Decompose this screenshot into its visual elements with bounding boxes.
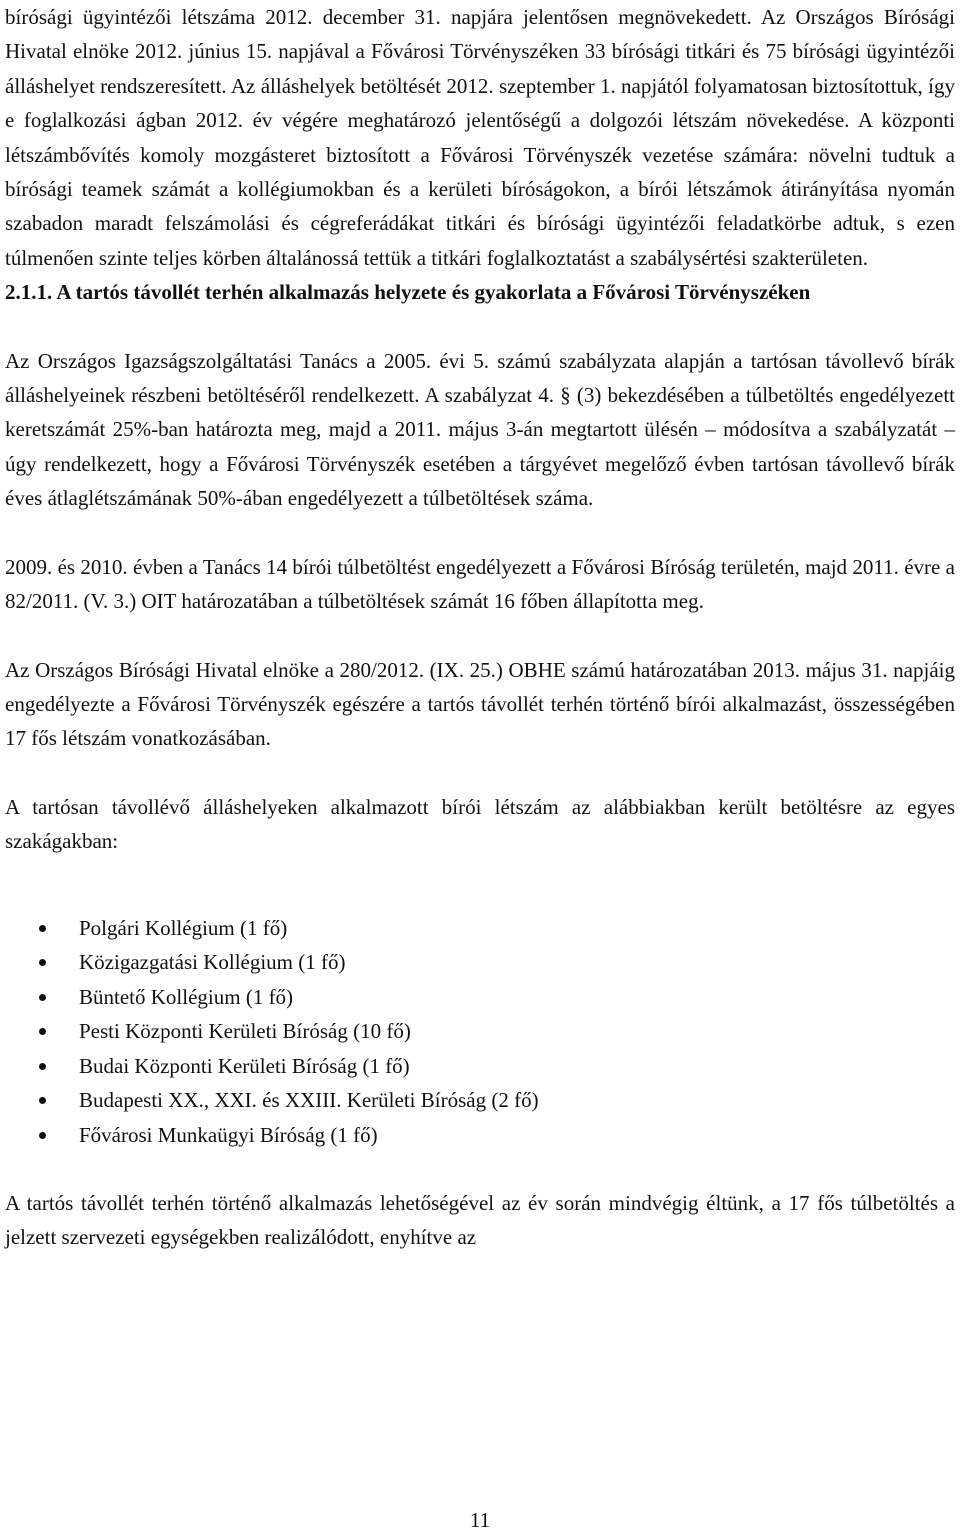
- bullet-icon: [39, 925, 46, 932]
- section-heading: [5, 275, 955, 309]
- section-title: A tartós távollét terhén alkalmazás helyzete és gyakorlata a Fővárosi Törvényszéken: [56, 280, 811, 305]
- paragraph-oit-regulation: Az Országos Igazságszolgáltatási Tanács a 2005. évi 5. számú szabályzata alapján a tartósan távollevő bírák álláshelyeinek részbeni betöltéséről rendelkezett. A szabályzat 4. § (3) bekezdésében a túlbetöltés engedélyezett keretszámát 25%-ban határozta meg, majd a 2011. május 3-án megtartott ülésén – módosítva a szabályzatát – úgy rendelkezett, hogy a Fővárosi Törvényszék esetében a tárgyévet megelőző évben tartósan távollevő bírák éves átlaglétszámának 50%-ában engedélyezett a túlbetöltések száma.: [5, 348, 955, 511]
- list-item: Büntető Kollégium (1 fő): [5, 980, 955, 1015]
- bullet-icon: [39, 1132, 46, 1139]
- list-item: Budai Központi Kerületi Bíróság (1 fő): [5, 1049, 955, 1084]
- paragraph-obh-decision: Az Országos Bírósági Hivatal elnöke a 280/2012. (IX. 25.) OBHE számú határozatában 2013. május 31. napjáig engedélyezte a Fővárosi Törvényszék egészére a tartós távollét terhén történő bírói alkalmazást, összességében 17 fős létszám vonatkozásában.: [5, 657, 955, 751]
- bullet-icon: [39, 994, 46, 1001]
- bullet-icon: [39, 1028, 46, 1035]
- assignment-list: [5, 911, 955, 1153]
- bullet-icon: [39, 959, 46, 966]
- paragraph-closing: A tartós távollét terhén történő alkalmazás lehetőségével az év során mindvégig éltünk, a 17 fős túlbetöltés a jelzett szervezeti egységekben realizálódott, enyhítve az: [5, 1191, 955, 1250]
- bullet-icon: [39, 1097, 46, 1104]
- list-item: Budapesti XX., XXI. és XXIII. Kerületi Bíróság (2 fő): [5, 1083, 955, 1118]
- list-item: Közigazgatási Kollégium (1 fő): [5, 945, 955, 980]
- section-number: 2.1.1.: [5, 280, 53, 305]
- list-item: Fővárosi Munkaügyi Bíróság (1 fő): [5, 1118, 955, 1153]
- bullet-icon: [39, 1063, 46, 1070]
- page-number: 11: [469, 1508, 491, 1532]
- list-item: Polgári Kollégium (1 fő): [5, 911, 955, 946]
- document-page: [5, 0, 955, 1255]
- paragraph-staffing-growth: bírósági ügyintézői létszáma 2012. december 31. napjára jelentősen megnövekedett. Az Országos Bírósági Hivatal elnöke 2012. június 15. napjával a Fővárosi Törvényszéken 33 bírósági titkári és 75 bírósági ügyintézői álláshelyet rendszeresített. Az álláshelyek betöltését 2012. szeptember 1. napjától folyamatosan biztosítottuk, így e foglalkozási ágban 2012. év végére meghatározó jelentőségű a dolgozói létszám növekedése. A központi létszámbővítés komoly mozgásteret biztosított a Fővárosi Törvényszék vezetése számára: növelni tudtuk a bírósági teamek számát a kollégiumokban és a kerületi bíróságokon, a bírói létszámok átirányítása nyomán szabadon maradt felszámolási és cégreferádákat titkári és bírósági ügyintézői feladatkörbe adtuk, s ezen túlmenően szinte teljes körben általánossá tettük a titkári foglalkoztatást a szabálysértési szakterületen.: [5, 5, 955, 270]
- paragraph-2009-2010: 2009. és 2010. évben a Tanács 14 bírói túlbetöltést engedélyezett a Fővárosi Bíróság területén, majd 2011. évre a 82/2011. (V. 3.) OIT határozatában a túlbetöltések számát 16 főben állapította meg.: [5, 554, 955, 614]
- list-item: Pesti Központi Kerületi Bíróság (10 fő): [5, 1014, 955, 1049]
- paragraph-list-intro: A tartósan távollévő álláshelyeken alkalmazott bírói létszám az alábbiakban került betöltésre az egyes szakágakban:: [5, 794, 955, 854]
